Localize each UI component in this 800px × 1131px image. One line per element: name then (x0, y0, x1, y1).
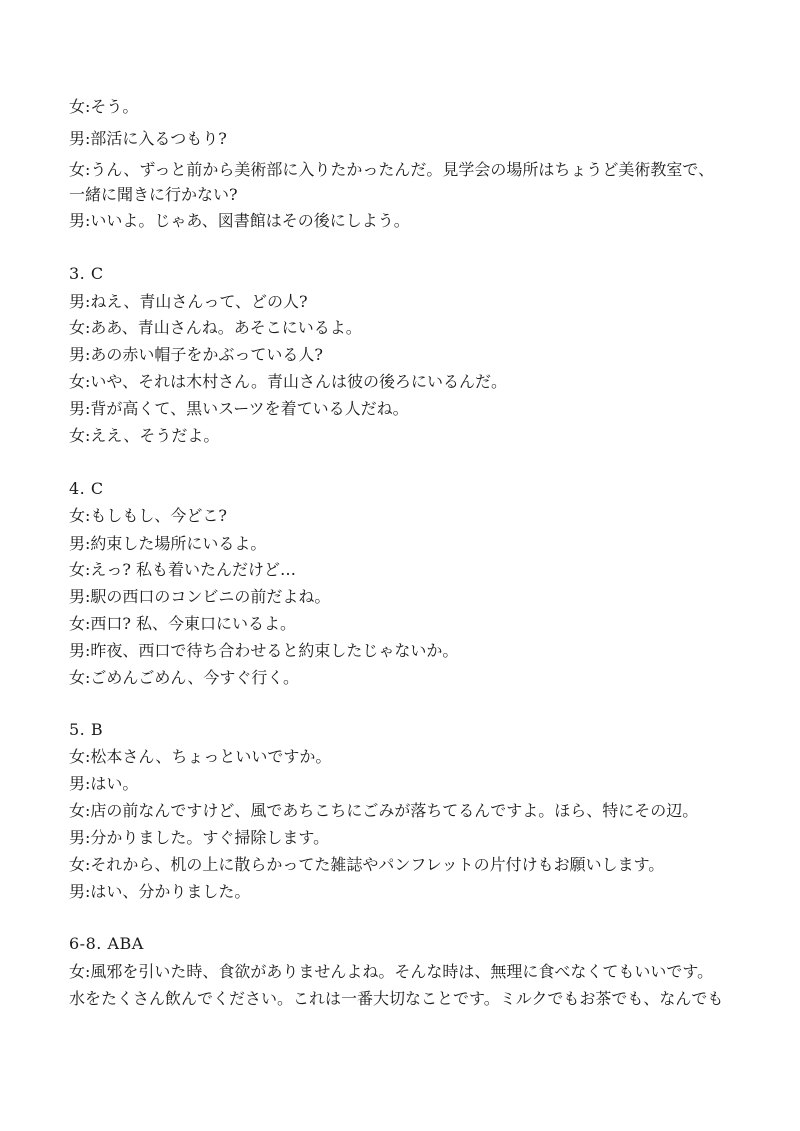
section-heading: 5. B (69, 720, 104, 739)
dialogue-line: 女:いや、それは木村さん。青山さんは彼の後ろにいるんだ。 (69, 372, 508, 391)
dialogue-line: 女:ええ、そうだよ。 (69, 426, 220, 445)
dialogue-line: 男:約束した場所にいるよ。 (69, 534, 267, 553)
dialogue-line: 女:松本さん、ちょっといいですか。 (69, 747, 332, 766)
dialogue-line: 一緒に聞きに行かない? (69, 185, 238, 204)
dialogue-line: 男:分かりました。すぐ掃除します。 (69, 828, 330, 847)
dialogue-line: 男:あの赤い帽子をかぶっている人? (69, 345, 323, 364)
dialogue-line: 女:もしもし、今どこ? (69, 506, 227, 525)
dialogue-line: 女:風邪を引いた時、食欲がありませんよね。そんな時は、無理に食べなくてもいいです。 (69, 962, 714, 981)
dialogue-line: 水をたくさん飲んでください。これは一番大切なことです。ミルクでもお茶でも、なんでも (69, 989, 724, 1008)
dialogue-line: 男:はい、分かりました。 (69, 882, 251, 901)
dialogue-line: 女:それから、机の上に散らかってた雑誌やパンフレットの片付けもお願いします。 (69, 855, 665, 874)
dialogue-line: 女:ごめんごめん、今すぐ行く。 (69, 668, 300, 687)
dialogue-line: 女:西口? 私、今東口にいるよ。 (69, 614, 297, 633)
section-heading: 3. C (69, 264, 104, 283)
dialogue-line: 男:部活に入るつもり? (69, 129, 227, 148)
section-heading: 6-8. ABA (69, 934, 144, 953)
dialogue-line: 男:背が高くて、黒いスーツを着ている人だね。 (69, 399, 409, 418)
dialogue-line: 男:はい。 (69, 774, 139, 793)
dialogue-line: 男:いいよ。じゃあ、図書館はその後にしよう。 (69, 211, 410, 230)
dialogue-line: 女:うん、ずっと前から美術部に入りたかったんだ。見学会の場所はちょうど美術教室で、 (69, 160, 715, 179)
dialogue-line: 女:店の前なんですけど、風であちこちにごみが落ちてるんですよ。ほら、特にその辺。 (69, 801, 699, 820)
dialogue-line: 男:駅の西口のコンビニの前だよね。 (69, 587, 331, 606)
dialogue-line: 女:えっ? 私も着いたんだけど… (69, 560, 297, 579)
section-heading: 4. C (69, 479, 104, 498)
dialogue-line: 男:ねえ、青山さんって、どの人? (69, 292, 308, 311)
dialogue-line: 男:昨夜、西口で待ち合わせると約束したじゃないか。 (69, 641, 459, 660)
dialogue-line: 女:ああ、青山さんね。あそこにいるよ。 (69, 318, 362, 337)
dialogue-line: 女:そう。 (69, 97, 139, 116)
